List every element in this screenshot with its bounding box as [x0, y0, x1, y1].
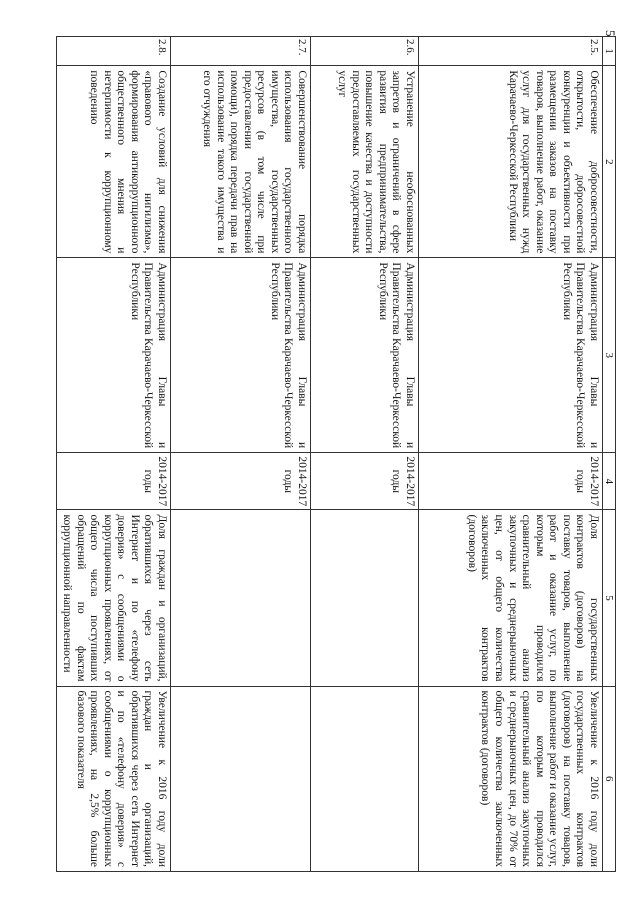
executor-cell: Администрация Главы и Правительства Карачаево-Черкесской Республики: [311, 258, 419, 453]
column-number-row: [603, 37, 616, 872]
indicator-cell: [311, 510, 419, 686]
result-cell: Увеличение к 2016 году доли граждан и организаций, обратившихся через сеть Интернет и по «телефону доверия» с сообщениями о коррупционных проявлениях, на 2,5% больше базового показателя: [57, 686, 171, 871]
item-number: 2.7.: [171, 37, 311, 66]
table-row: [171, 37, 311, 872]
indicator-cell: Доля государственных контрактов (договоров) на поставку товаров, выполнение работ и оказание услуг, по которым проводился сравнительный анализ закупочных и среднерыночных цен, от общего количества заключенных контрактов (договоров): [419, 510, 603, 686]
executor-cell: Администрация Главы и Правительства Карачаево-Черкесской Республики: [171, 258, 311, 453]
measure-cell: Устранение необоснованных запретов и ограничений в сфере развития предпринимательства, повышение качества и доступности предоставляемых государственных услуг: [311, 66, 419, 258]
column-number: 3: [603, 258, 616, 453]
period-cell: 2014-2017 годы: [311, 453, 419, 510]
period-cell: 2014-2017 годы: [419, 453, 603, 510]
column-number: 2: [603, 66, 616, 258]
period-cell: 2014-2017 годы: [171, 453, 311, 510]
indicator-cell: Доля граждан и организаций, обратившихся через сеть Интернет и по «телефону доверия» с сообщениями о коррупционных проявлениях, от общего числа поступивших обращений по фактам коррупционной направленности: [57, 510, 171, 686]
indicator-cell: [171, 510, 311, 686]
page-number: 5: [603, 30, 618, 37]
rotated-page-content: [61, 36, 616, 872]
measure-cell: Обеспечение добросовестности, открытости, добросовестной конкуренции и объективности при размещении заказов на поставку товаров, выполнение работ, оказание услуг для государственных нужд Карачаево-Черкесской Республики: [419, 66, 603, 258]
column-number: 1: [603, 37, 616, 66]
table-row: [419, 37, 603, 872]
period-cell: 2014-2017 годы: [57, 453, 171, 510]
item-number: 2.5.: [419, 37, 603, 66]
item-number: 2.8.: [57, 37, 171, 66]
column-number: 6: [603, 686, 616, 871]
executor-cell: Администрация Главы и Правительства Карачаево-Черкесской Республики: [419, 258, 603, 453]
table-row: [57, 37, 171, 872]
result-cell: Увеличение к 2016 году доли государственных контрактов (договоров) на поставку товаров, выполнение работ и оказание услуг, по которым проводился сравнительный анализ закупочных и среднерыночных цен, до 70% от общего количества заключенных контрактов (договоров): [419, 686, 603, 871]
result-cell: [311, 686, 419, 871]
column-number: 5: [603, 510, 616, 686]
column-number: 4: [603, 453, 616, 510]
item-number: 2.6.: [311, 37, 419, 66]
measure-cell: Создание условий для снижения «правового нигилизма», формирования антикоррупционного общественного мнения и нетерпимости к коррупционному поведению: [57, 66, 171, 258]
executor-cell: Администрация Главы и Правительства Карачаево-Черкесской Республики: [57, 258, 171, 453]
table-row: [311, 37, 419, 872]
anticorruption-measures-table: [57, 36, 617, 872]
result-cell: [171, 686, 311, 871]
measure-cell: Совершенствование порядка использования государственного имущества, государственных ресурсов (в том числе при предоставлении государственной помощи), порядка передачи прав на использование такого имущества и его отчуждения: [171, 66, 311, 258]
